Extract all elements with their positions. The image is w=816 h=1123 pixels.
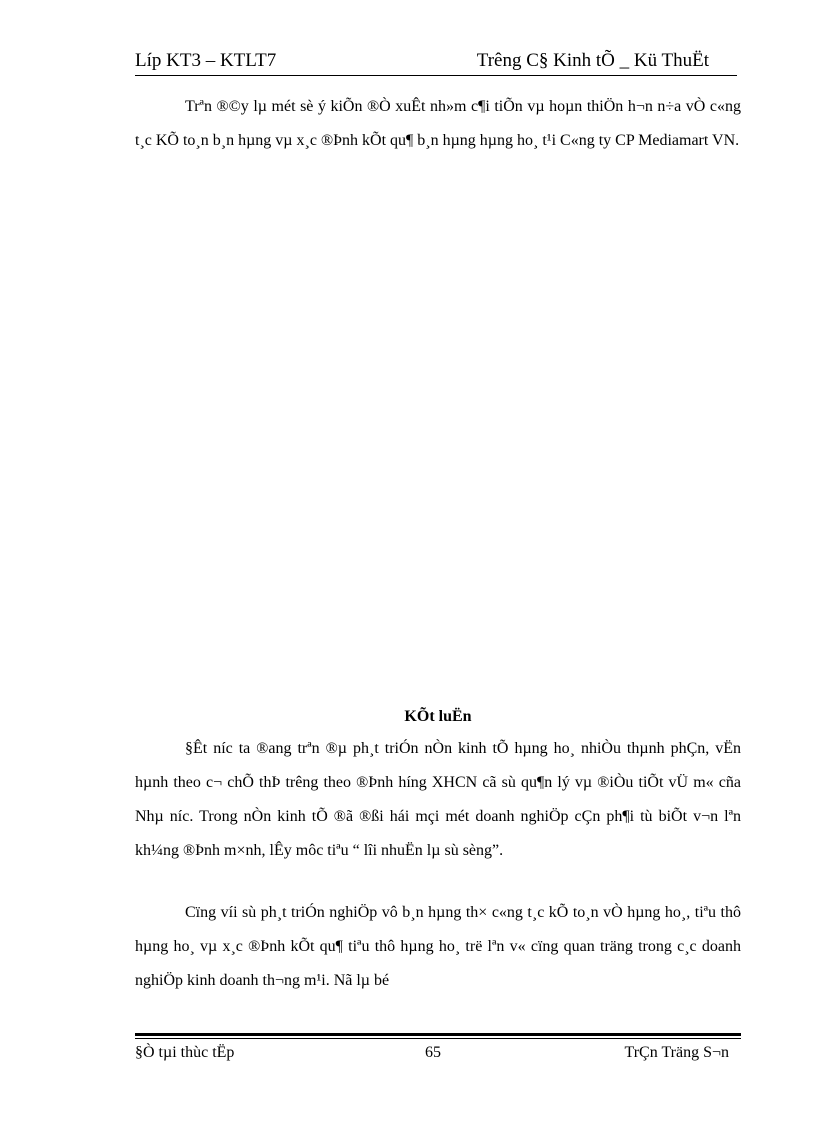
- body-paragraph-2: §Êt níc ta ®ang trªn ®µ ph¸t triÓn nÒn kinh tÕ hµng ho¸ nhiÒu thµnh phÇn, vËn hµnh theo c¬ chÕ thÞ trêng theo ®Þnh híng XHCN cã sù qu¶n lý vµ ®iÒu tiÕt vÜ m« cña Nhµ níc. Trong nÒn kinh tÕ ®ã ®ßi hái mçi mét doanh nghiÖp cÇn ph¶i tù biÕt v¬n lªn kh¼ng ®Þnh m×nh, lÊy môc tiªu “ lîi nhuËn lµ sù sèng”.: [135, 740, 741, 859]
- footer-divider-thick: [135, 1033, 741, 1036]
- body-paragraph-1: Trªn ®©y lµ mét sè ý kiÕn ®Ò xuÊt nh»m c¶i tiÕn vµ hoµn thiÖn h¬n n÷a vÒ c«ng t¸c KÕ to¸n b¸n hµng vµ x¸c ®Þnh kÕt qu¶ b¸n hµng hµng ho¸ t¹i C«ng ty CP Mediamart VN.: [135, 98, 741, 149]
- footer-divider-thin: [135, 1038, 741, 1039]
- footer-topic-label: §Ò tµi thùc tËp: [135, 1044, 235, 1061]
- body-paragraph-3: Cïng víi sù ph¸t triÓn nghiÖp vô b¸n hµng th× c«ng t¸c kÕ to¸n vÒ hµng ho¸, tiªu thô hµng ho¸ vµ x¸c ®Þnh kÕt qu¶ tiªu thô hµng ho¸ trë lªn v« cïng quan träng trong c¸c doanh nghiÖp kinh doanh th¬ng m¹i. Nã lµ bé: [135, 904, 741, 989]
- header-divider: [135, 75, 737, 76]
- page-header: [135, 50, 737, 74]
- page-number: 65: [425, 1044, 441, 1061]
- header-school-name: Trêng C§ Kinh tÕ _ Kü ThuËt: [476, 50, 709, 71]
- page-footer: [135, 1044, 741, 1068]
- footer-author-name: TrÇn Träng S¬n: [624, 1044, 729, 1061]
- conclusion-heading: KÕt luËn: [404, 708, 472, 725]
- header-class-label: Líp KT3 – KTLT7: [135, 50, 277, 71]
